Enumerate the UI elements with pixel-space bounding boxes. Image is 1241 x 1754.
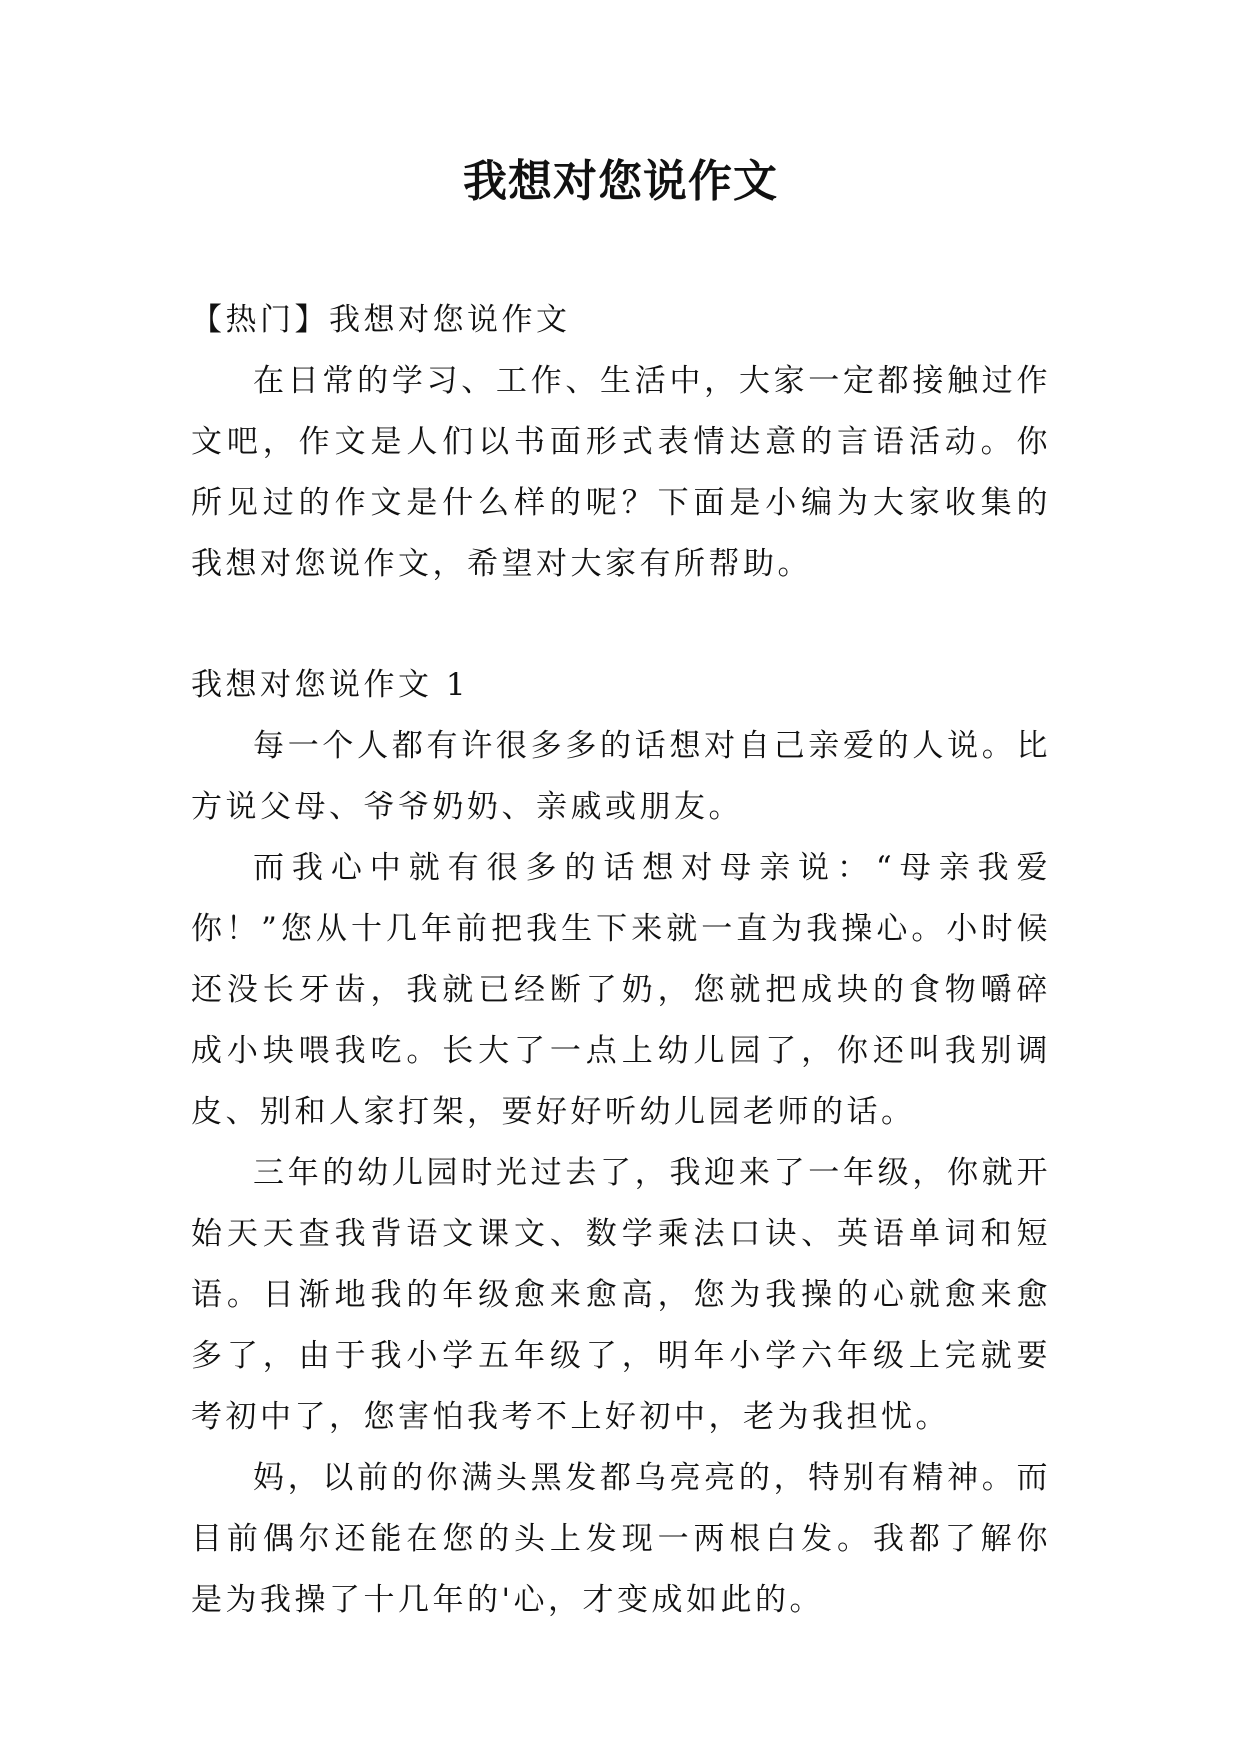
- section-heading: 我想对您说作文 1: [191, 667, 470, 703]
- document-title: 我想对您说作文: [463, 156, 778, 207]
- lead-line: 【热门】我想对您说作文: [191, 302, 571, 338]
- document-body: [191, 290, 1051, 1631]
- body-paragraph: 而我心中就有很多的话想对母亲说：“母亲我爱你！”您从十几年前把我生下来就一直为我操心。小时候还没长牙齿，我就已经断了奶，您就把成块的食物嚼碎成小块喂我吃。长大了一点上幼儿园了，你还叫我别调皮、别和人家打架，要好好听幼儿园老师的话。: [191, 850, 1051, 1130]
- body-paragraph: 每一个人都有许很多多的话想对自己亲爱的人说。比方说父母、爷爷奶奶、亲戚或朋友。: [191, 728, 1051, 825]
- intro-paragraph: 在日常的学习、工作、生活中，大家一定都接触过作文吧，作文是人们以书面形式表情达意的言语活动。你所见过的作文是什么样的呢？下面是小编为大家收集的我想对您说作文，希望对大家有所帮助。: [191, 363, 1051, 582]
- body-paragraph: 妈，以前的你满头黑发都乌亮亮的，特别有精神。而目前偶尔还能在您的头上发现一两根白发。我都了解你是为我操了十几年的'心，才变成如此的。: [191, 1460, 1051, 1618]
- body-paragraph: 三年的幼儿园时光过去了，我迎来了一年级，你就开始天天查我背语文课文、数学乘法口诀、英语单词和短语。日渐地我的年级愈来愈高，您为我操的心就愈来愈多了，由于我小学五年级了，明年小学六年级上完就要考初中了，您害怕我考不上好初中，老为我担忧。: [191, 1155, 1051, 1435]
